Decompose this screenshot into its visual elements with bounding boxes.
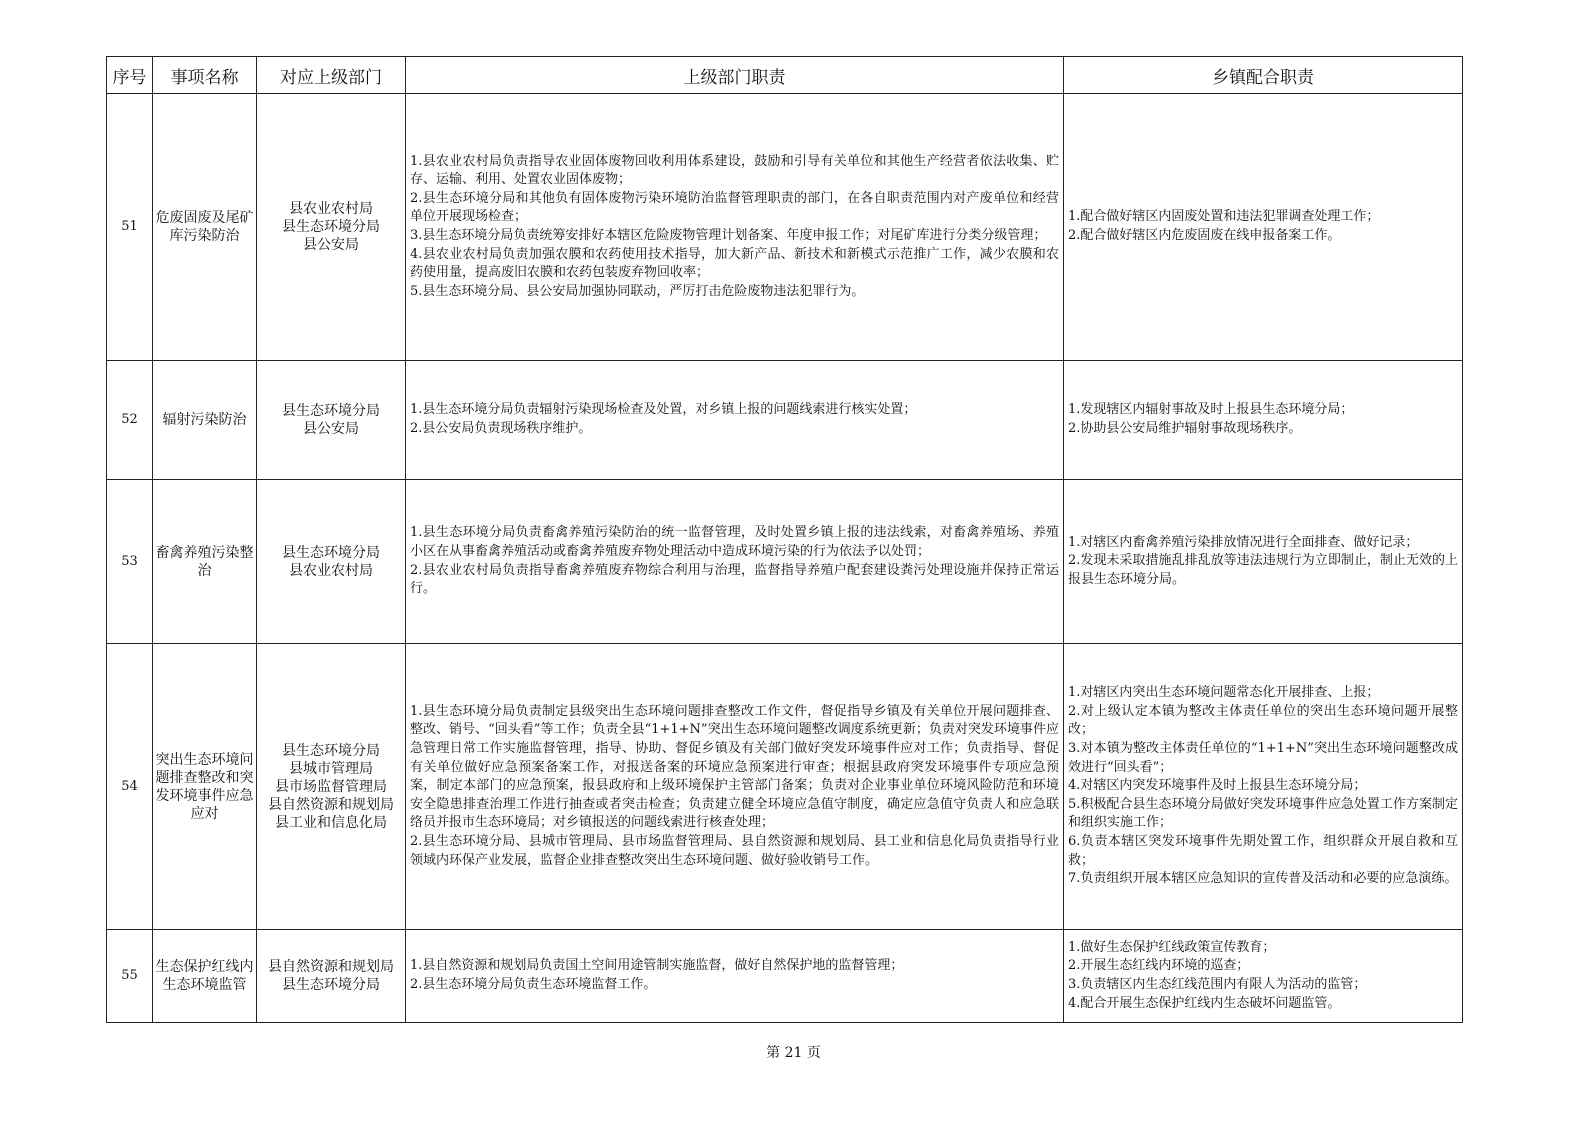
town-duty-item: 4.对辖区内突发环境事件及时上报县生态环境分局； [1068,778,1367,794]
dept-name: 县生态环境分局 [282,742,380,759]
upper-duty-item: 4.县农业农村局负责加强农膜和农药使用技术指导，加大新产品、新技术和新模式示范推广工作，减少农膜和农药使用量，提高废旧农膜和农药包装废弃物回收率； [410,246,1059,281]
dept-cell [257,930,406,1023]
row-number: 53 [107,480,153,644]
row-number: 52 [107,361,153,480]
town-duty-cell [1064,644,1463,930]
upper-duty-item: 3.县生态环境分局负责统筹安排好本辖区危险废物管理计划备案、年度申报工作；对尾矿库进行分类分级管理； [410,228,1047,243]
town-duty-cell [1064,361,1463,480]
town-duty-item: 2.配合做好辖区内危废固废在线申报备案工作。 [1068,228,1341,243]
town-duty-item: 1.配合做好辖区内固废处置和违法犯罪调查处理工作； [1068,209,1380,225]
header-index: 序号 [107,57,153,94]
upper-duty-item: 1.县农业农村局负责指导农业固体废物回收利用体系建设，鼓励和引导有关单位和其他生产经营者依法收集、贮存、运输、利用、处置农业固体废物； [410,153,1059,188]
town-duty-cell [1064,94,1463,361]
town-duty-item: 2.发现未采取措施乱排乱放等违法违规行为立即制止，制止无效的上报县生态环境分局。 [1068,553,1458,587]
town-duty-item: 2.对上级认定本镇为整改主体责任单位的突出生态环境问题开展整改； [1068,703,1458,738]
upper-duty-item: 1.县生态环境分局负责畜禽养殖污染防治的统一监督管理，及时处置乡镇上报的违法线索，对畜禽养殖场、养殖小区在从事畜禽养殖活动或畜禽养殖废弃物处理活动中造成环境污染的行为依法予以处罚； [410,525,1059,559]
row-number: 55 [107,930,153,1023]
upper-duty-cell [406,644,1064,930]
town-duty-item: 2.协助县公安局维护辐射事故现场秩序。 [1068,421,1302,436]
town-duty-item: 1.发现辖区内辐射事故及时上报县生态环境分局； [1068,402,1354,418]
table-row [107,644,1463,930]
table-row [107,94,1463,361]
dept-name: 县公安局 [303,421,359,437]
dept-name: 县市场监督管理局 [275,778,387,795]
upper-duty-item: 2.县公安局负责现场秩序维护。 [410,421,592,436]
table-header-row [107,57,1463,94]
town-duty-cell [1064,480,1463,644]
item-name: 辐射污染防治 [153,361,257,480]
upper-duty-cell [406,361,1064,480]
item-name: 生态保护红线内生态环境监管 [153,930,257,1023]
row-number: 51 [107,94,153,361]
dept-name: 县公安局 [303,237,359,253]
upper-duty-item: 1.县生态环境分局负责制定县级突出生态环境问题排查整改工作文件，督促指导乡镇及有关单位开展问题排查、整改、销号、“回头看”等工作；负责全县“1+1+N”突出生态环境问题整改调度系统更新；负责对突发环境事件应急管理日常工作实施监督管理，指导、协助、督促乡镇及有关部门做好突发环境事件应对工作；负责指导、督促有关单位做好应急预案备案工作，对报送备案的环境应急预案进行审查；根据县政府突发环境事件专项应急预案，制定本部门的应急预案，报县政府和上级环境保护主管部门备案；负责对企业事业单位环境风险防范和环境安全隐患排查治理工作进行抽查或者突击检查；负责建立健全环境应急值守制度，确定应急值守负责人和应急联络员并报市生态环境局；对乡镇报送的问题线索进行核查处理； [410,703,1059,831]
town-duty-item: 1.对辖区内畜禽养殖污染排放情况进行全面排查、做好记录； [1068,534,1419,550]
header-item-name: 事项名称 [153,57,257,94]
dept-cell [257,361,406,480]
dept-name: 县生态环境分局 [282,219,380,235]
upper-duty-item: 2.县生态环境分局、县城市管理局、县市场监督管理局、县自然资源和规划局、县工业和信息化局负责指导行业领域内环保产业发展，监督企业排查整改突出生态环境问题、做好验收销号工作。 [410,833,1059,868]
header-upper-duty: 上级部门职责 [406,57,1064,94]
dept-name: 县农业农村局 [289,562,373,579]
dept-name: 县自然资源和规划局 [268,796,394,813]
dept-name: 县自然资源和规划局 [268,959,394,975]
town-duty-item: 2.开展生态红线内环境的巡查； [1068,958,1250,974]
header-dept: 对应上级部门 [257,57,406,94]
item-name: 畜禽养殖污染整治 [153,480,257,644]
duty-table [106,56,1463,1023]
upper-duty-item: 2.县生态环境分局负责生态环境监督工作。 [410,977,657,992]
town-duty-item: 1.对辖区内突出生态环境问题常态化开展排查、上报； [1068,685,1380,701]
table-row [107,480,1463,644]
dept-name: 县农业农村局 [289,201,373,217]
town-duty-item: 3.负责辖区内生态红线范围内有限人为活动的监管； [1068,977,1367,992]
table-row [107,361,1463,480]
header-town-duty: 乡镇配合职责 [1064,57,1463,94]
page-number: 第 21 页 [766,1045,821,1061]
dept-name: 县生态环境分局 [282,403,380,419]
table-row [107,930,1463,1023]
town-duty-item: 4.配合开展生态保护红线内生态破坏问题监管。 [1068,995,1341,1011]
town-duty-cell [1064,930,1463,1023]
town-duty-item: 6.负责本辖区突发环境事件先期处置工作，组织群众开展自救和互救； [1068,833,1458,868]
town-duty-item: 7.负责组织开展本辖区应急知识的宣传普及活动和必要的应急演练。 [1068,871,1458,887]
upper-duty-item: 5.县生态环境分局、县公安局加强协同联动，严厉打击危险废物违法犯罪行为。 [410,283,865,299]
row-number: 54 [107,644,153,930]
item-name: 突出生态环境问题排查整改和突发环境事件应急应对 [153,644,257,930]
town-duty-item: 1.做好生态保护红线政策宣传教育； [1068,939,1276,955]
upper-duty-cell [406,94,1064,361]
item-name: 危废固废及尾矿库污染防治 [153,94,257,361]
upper-duty-item: 2.县生态环境分局和其他负有固体废物污染环境防治监督管理职责的部门，在各自职责范围内对产废单位和经营单位开展现场检查； [410,190,1059,225]
dept-cell [257,480,406,644]
dept-name: 县城市管理局 [289,760,373,777]
dept-cell [257,94,406,361]
dept-name: 县生态环境分局 [282,544,380,561]
upper-duty-cell [406,930,1064,1023]
upper-duty-item: 1.县自然资源和规划局负责国土空间用途管制实施监督，做好自然保护地的监督管理； [410,958,904,974]
dept-name: 县工业和信息化局 [275,814,387,831]
upper-duty-cell [406,480,1064,644]
dept-cell [257,644,406,930]
town-duty-item: 5.积极配合县生态环境分局做好突发环境事件应急处置工作方案制定和组织实施工作； [1068,796,1458,831]
dept-name: 县生态环境分局 [282,977,380,993]
town-duty-item: 3.对本镇为整改主体责任单位的“1+1+N”突出生态环境问题整改成效进行“回头看”； [1068,741,1458,775]
upper-duty-item: 1.县生态环境分局负责辐射污染现场检查及处置，对乡镇上报的问题线索进行核实处置； [410,402,917,418]
upper-duty-item: 2.县农业农村局负责指导畜禽养殖废弃物综合利用与治理，监督指导养殖户配套建设粪污处理设施并保持正常运行。 [410,562,1059,597]
